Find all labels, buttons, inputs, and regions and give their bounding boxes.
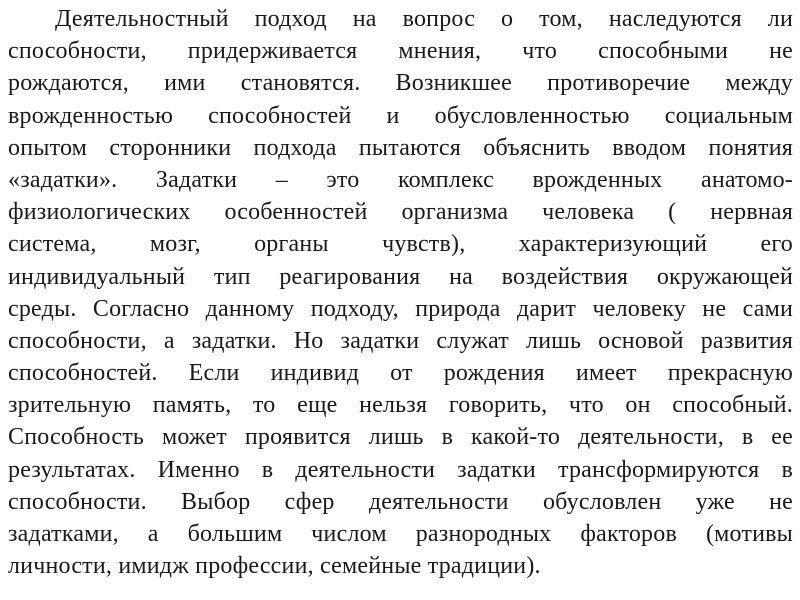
paragraph-line: система, мозг, органы чувств), характеризующий его <box>8 231 793 258</box>
paragraph <box>8 3 793 582</box>
paragraph-line: Деятельностный подход на вопрос о том, наследуются ли <box>55 6 793 32</box>
paragraph-line: результатах. Именно в деятельности задатки трансформируются в <box>8 456 793 483</box>
paragraph-line: способности, придерживается мнения, что способными не <box>8 38 793 65</box>
paragraph-line: среды. Согласно данному подходу, природа дарит человеку не сами <box>8 295 793 322</box>
paragraph-line: способностей. Если индивид от рождения имеет прекрасную <box>8 360 793 387</box>
paragraph-line: опытом сторонники подхода пытаются объяснить вводом понятия <box>8 134 793 161</box>
paragraph-line: Способность может проявится лишь в какой-то деятельности, в ее <box>8 424 793 451</box>
paragraph-line: физиологических особенностей организма человека ( нервная <box>8 199 793 226</box>
paragraph-line: индивидуальный тип реагирования на воздействия окружающей <box>8 263 793 290</box>
paragraph-line: врожденностью способностей и обусловленностью социальным <box>8 102 793 129</box>
paragraph-line: способности. Выбор сфер деятельности обусловлен уже не <box>8 488 793 515</box>
paragraph-line: рождаются, ими становятся. Возникшее противоречие между <box>8 70 793 97</box>
paragraph-line: личности, имидж профессии, семейные традиции). <box>8 553 541 580</box>
paragraph-line: задатками, а большим числом разнородных факторов (мотивы <box>8 521 793 547</box>
paragraph-line: зрительную память, то еще нельзя говорить, что он способный. <box>8 392 793 419</box>
paragraph-line: «задатки». Задатки – это комплекс врожденных анатомо- <box>8 166 793 193</box>
paragraph-line: способности, а задатки. Но задатки служат лишь основой развития <box>8 327 793 354</box>
